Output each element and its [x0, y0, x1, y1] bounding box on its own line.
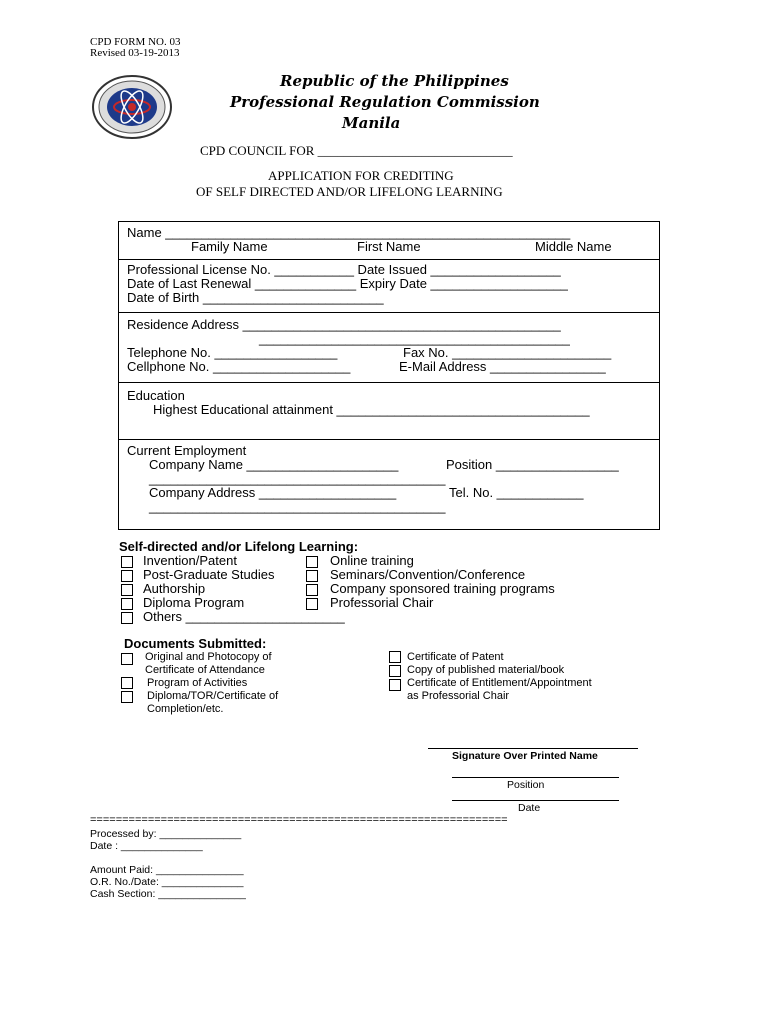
option-company-training: Company sponsored training programs: [330, 581, 555, 596]
form-number: CPD FORM NO. 03: [90, 36, 181, 48]
date-label: Date: [518, 802, 541, 814]
employment-section: [118, 439, 660, 530]
or-no-field[interactable]: O.R. No./Date: ______________: [90, 876, 244, 888]
company-name-line2[interactable]: _________________________________________: [149, 471, 446, 486]
doc-program-activities: Program of Activities: [147, 677, 248, 689]
license-section: [118, 259, 660, 312]
option-post-graduate: Post-Graduate Studies: [143, 567, 275, 582]
checkbox-seminars[interactable]: [306, 570, 318, 582]
checkbox-post-graduate[interactable]: [121, 570, 133, 582]
learning-title: Self-directed and/or Lifelong Learning:: [119, 539, 359, 554]
company-name-field[interactable]: Company Name _____________________: [149, 457, 399, 472]
option-online-training: Online training: [330, 553, 414, 568]
company-address-line2[interactable]: _________________________________________: [149, 499, 446, 514]
doc-diploma-tor: Diploma/TOR/Certificate of: [147, 690, 279, 702]
employment-label: Current Employment: [127, 443, 247, 458]
cpd-council-field[interactable]: CPD COUNCIL FOR ______________________________: [200, 143, 513, 158]
position-field[interactable]: Position _________________: [446, 457, 619, 472]
license-no-field[interactable]: Professional License No. ___________ Date Issued __________________: [127, 262, 561, 277]
highest-education-field[interactable]: Highest Educational attainment ___________________________________: [153, 402, 590, 417]
separator: =================================================================: [90, 814, 508, 826]
tel-no-field[interactable]: Tel. No. ____________: [449, 485, 584, 500]
checkbox-certificate-patent[interactable]: [389, 651, 401, 663]
doc-certificate-patent: Certificate of Patent: [407, 651, 504, 663]
name-field[interactable]: Name ________________________________________________________: [127, 225, 571, 240]
checkbox-diploma-tor[interactable]: [121, 691, 133, 703]
option-others[interactable]: Others ______________________: [143, 609, 345, 624]
checkbox-certificate-entitlement[interactable]: [389, 679, 401, 691]
doc-published-material: Copy of published material/book: [407, 664, 565, 676]
cellphone-field[interactable]: Cellphone No. ___________________: [127, 359, 351, 374]
education-label: Education: [127, 388, 185, 403]
checkbox-certificate-attendance[interactable]: [121, 653, 133, 665]
prc-seal-icon: [90, 74, 174, 140]
first-name-label: First Name: [357, 239, 421, 254]
email-field[interactable]: E-Mail Address ________________: [399, 359, 606, 374]
name-section: [118, 221, 660, 259]
checkbox-authorship[interactable]: [121, 584, 133, 596]
amount-paid-field[interactable]: Amount Paid: _______________: [90, 864, 244, 876]
cash-section-field[interactable]: Cash Section: _______________: [90, 888, 246, 900]
date-of-birth-field[interactable]: Date of Birth _________________________: [127, 290, 384, 305]
processed-by-field[interactable]: Processed by: ______________: [90, 828, 242, 840]
processed-date-field[interactable]: Date : ______________: [90, 840, 203, 852]
education-section: [118, 382, 660, 439]
doc-certificate-attendance: Original and Photocopy of: [145, 651, 272, 663]
contact-section: [118, 312, 660, 382]
middle-name-label: Middle Name: [535, 239, 612, 254]
form-title-line2: OF SELF DIRECTED AND/OR LIFELONG LEARNING: [196, 184, 503, 199]
family-name-label: Family Name: [191, 239, 268, 254]
checkbox-company-training[interactable]: [306, 584, 318, 596]
residence-address-field[interactable]: Residence Address ____________________________________________: [127, 317, 561, 332]
checkbox-published-material[interactable]: [389, 665, 401, 677]
position-line[interactable]: [452, 777, 619, 778]
checkbox-others[interactable]: [121, 612, 133, 624]
option-diploma: Diploma Program: [143, 595, 245, 610]
doc-certificate-entitlement: Certificate of Entitlement/Appointment: [407, 677, 592, 689]
doc-certificate-entitlement-line2: as Professorial Chair: [407, 690, 510, 702]
checkbox-online-training[interactable]: [306, 556, 318, 568]
position-label: Position: [507, 779, 545, 791]
option-seminars: Seminars/Convention/Conference: [330, 567, 526, 582]
header-republic: Republic of the Philippines: [280, 72, 509, 90]
option-professorial-chair: Professorial Chair: [330, 595, 434, 610]
residence-address-line2[interactable]: ___________________________________________: [259, 331, 570, 346]
doc-certificate-attendance-line2: Certificate of Attendance: [145, 664, 265, 676]
last-renewal-field[interactable]: Date of Last Renewal ______________ Expiry Date ___________________: [127, 276, 568, 291]
fax-field[interactable]: Fax No. ______________________: [403, 345, 612, 360]
header-commission: Professional Regulation Commission: [230, 93, 540, 111]
option-invention: Invention/Patent: [143, 553, 237, 568]
checkbox-professorial-chair[interactable]: [306, 598, 318, 610]
checkbox-program-activities[interactable]: [121, 677, 133, 689]
signature-label: Signature Over Printed Name: [452, 750, 598, 762]
revision-date: Revised 03-19-2013: [90, 47, 180, 59]
header-manila: Manila: [342, 114, 401, 132]
telephone-field[interactable]: Telephone No. _________________: [127, 345, 338, 360]
signature-line[interactable]: [428, 748, 638, 749]
doc-diploma-tor-line2: Completion/etc.: [147, 703, 224, 715]
checkbox-invention[interactable]: [121, 556, 133, 568]
date-line[interactable]: [452, 800, 619, 801]
documents-title: Documents Submitted:: [124, 636, 267, 651]
form-title-line1: APPLICATION FOR CREDITING: [268, 168, 454, 183]
company-address-field[interactable]: Company Address ___________________: [149, 485, 397, 500]
checkbox-diploma[interactable]: [121, 598, 133, 610]
option-authorship: Authorship: [143, 581, 206, 596]
